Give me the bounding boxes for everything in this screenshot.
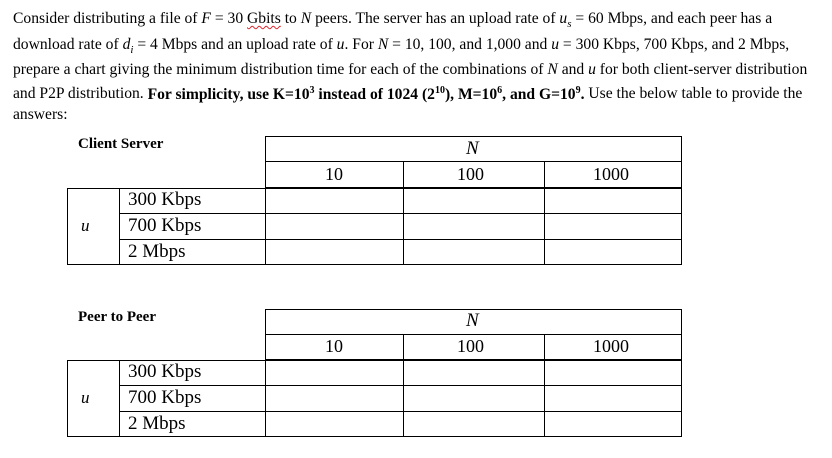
- row-label: 2 Mbps: [128, 413, 186, 434]
- table-title: Client Server: [78, 136, 164, 152]
- answer-cell[interactable]: [266, 189, 402, 213]
- answer-cell[interactable]: [545, 386, 681, 411]
- u-label: u: [81, 388, 90, 407]
- u-label: u: [81, 216, 90, 235]
- answer-cell[interactable]: [404, 412, 543, 436]
- answer-cell[interactable]: [404, 386, 543, 411]
- answer-cell[interactable]: [404, 214, 543, 239]
- answer-cell[interactable]: [266, 412, 402, 436]
- column-header: 100: [457, 164, 484, 184]
- answer-cell[interactable]: [404, 361, 543, 385]
- answer-cell[interactable]: [545, 361, 681, 385]
- column-header: 10: [325, 336, 343, 356]
- row-label: 700 Kbps: [128, 387, 202, 408]
- simplicity-note: For simplicity, use $K=10^3$ instead of 1024 $(2^{10})$, $M=10^6$, and $G=10^9$.: [147, 84, 585, 103]
- n-label: N: [466, 138, 479, 159]
- column-header: 100: [457, 336, 484, 356]
- row-label: 300 Kbps: [128, 361, 202, 382]
- row-label: 700 Kbps: [128, 215, 202, 236]
- n-label: N: [466, 310, 479, 331]
- answer-cell[interactable]: [266, 386, 402, 411]
- row-label: 2 Mbps: [128, 241, 186, 262]
- answer-cell[interactable]: [404, 240, 543, 264]
- answer-cell[interactable]: [545, 189, 681, 213]
- answer-cell[interactable]: [545, 412, 681, 436]
- answer-cell[interactable]: [545, 214, 681, 239]
- table-title: Peer to Peer: [78, 309, 156, 325]
- answer-cell[interactable]: [545, 240, 681, 264]
- answer-cell[interactable]: [266, 361, 402, 385]
- problem-paragraph: Consider distributing a file of F = 30 Gbits to N peers. The server has an upload rate of $u_s = 60$ Mbps, and each peer has a download rate of $d_i = 4$ Mbps and an upload rate of u. For N = 10, 100, and 1,000 and u = 300 Kbps, 700 Kbps, and 2 Mbps, prepare a chart giving the minimum distribution time for each of the combinations of N and u for both client-server distribution and P2P distribution. For simplicity, use $K=10^3$ instead of 1024 $(2^{10})$, $M=10^6$, and $G=10^9$. Use the below table to provide the answers:: [13, 10, 808, 124]
- column-header: 10: [325, 164, 343, 184]
- row-label: 300 Kbps: [128, 189, 202, 210]
- answer-cell[interactable]: [266, 240, 402, 264]
- spellcheck-underline: Gbits: [247, 10, 281, 27]
- column-header: 1000: [593, 164, 629, 184]
- problem-statement: [13, 9, 825, 125]
- answer-cell[interactable]: [266, 214, 402, 239]
- column-header: 1000: [593, 336, 629, 356]
- answer-cell[interactable]: [404, 189, 543, 213]
